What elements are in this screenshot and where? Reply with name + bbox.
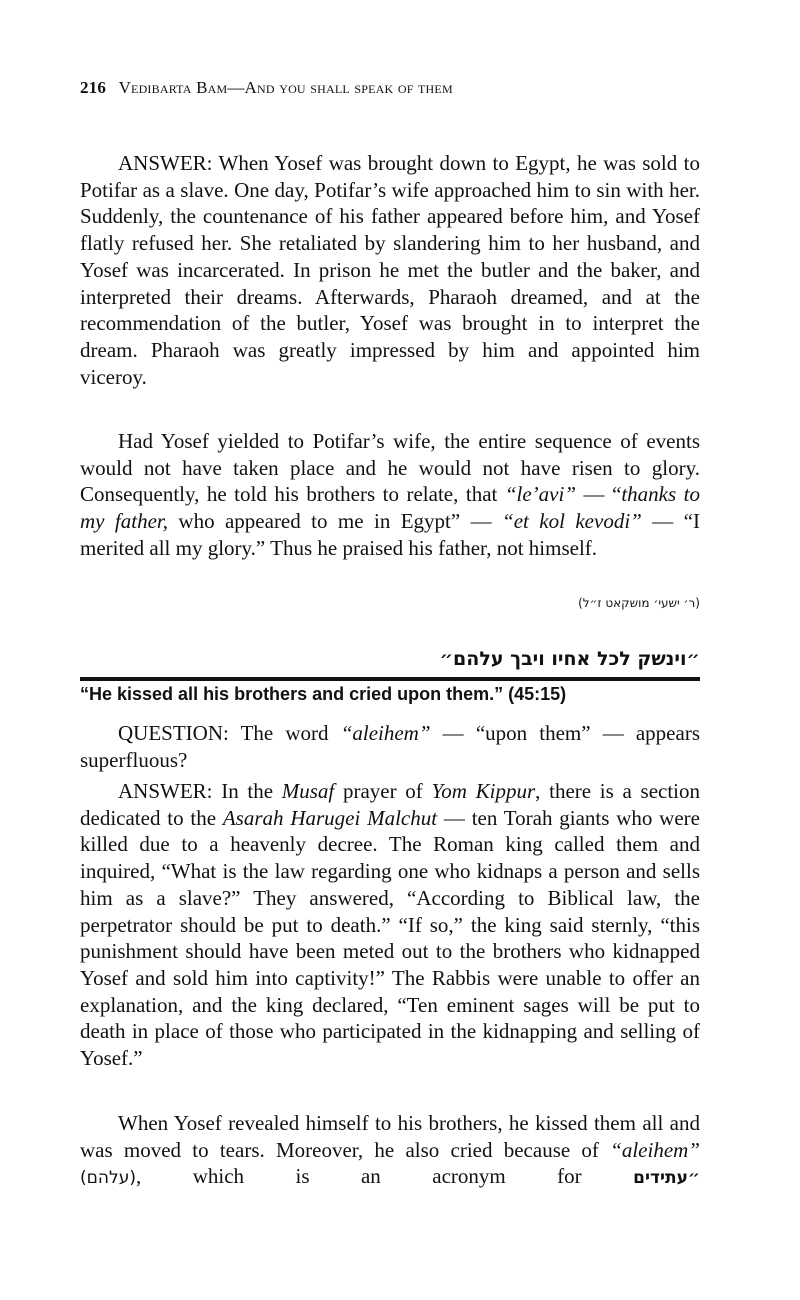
italic-run: Yom Kippur <box>431 779 536 803</box>
paragraph-2 <box>80 428 700 562</box>
hebrew-inline: (עלהם) <box>80 1168 136 1189</box>
text-run: who appeared to me in Egypt” — <box>167 509 503 534</box>
question-paragraph <box>80 720 700 773</box>
italic-run: Asarah Harugei Malchut <box>222 805 438 830</box>
english-verse-heading: “He kissed all his brothers and cried upon them.” (45:15) <box>80 684 567 704</box>
text-run: — “upon them” — appears superfluous? <box>80 721 700 772</box>
book-title: Vedibarta Bam—And you shall speak of them <box>118 78 453 97</box>
heading-rule <box>80 677 700 681</box>
italic-run: “le’avi” <box>504 482 577 507</box>
italic-run: Musaf <box>281 779 335 803</box>
paragraph-text: When Yosef was brought down to Egypt, he was sold to Potifar as a slave. One day, Potifar’s wife approached him to sin with her. Suddenly, the countenance of his father appeared before him, and Yosef flatly refused her. She retaliated by slandering him to her husband, and Yosef was incarcerated. In prison he met the butler and the baker, and interpreted their dreams. Afterwards, Pharaoh dreamed, and at the recommendation of the butler, Yosef was brought in to interpret the dream. Pharaoh was greatly impressed by him and appointed him viceroy. <box>80 151 700 389</box>
text-run: prayer of <box>334 779 432 803</box>
italic-run: “et kol kevodi” <box>502 509 642 534</box>
text-run: Had Yosef yielded to Potifar’s wife, the entire sequence of events would not have taken place and he would not have risen to glory. Consequently, he told his brothers to relate, that <box>80 429 700 507</box>
hebrew-inline: ״עתידים <box>633 1168 700 1189</box>
text-run: When Yosef revealed himself to his brothers, he kissed them all and was moved to tears. Moreover, he also cried because of <box>80 1111 700 1162</box>
text-run: — “ <box>576 482 622 507</box>
italic-run: thanks to my father, <box>80 482 700 534</box>
text-run: In the <box>212 779 282 803</box>
running-header <box>80 78 453 98</box>
paragraph-5 <box>80 1110 700 1192</box>
answer-paragraph-1 <box>80 150 700 390</box>
text-run: , there is a section dedicated to the <box>80 779 701 830</box>
italic-run: “aleihem” <box>340 721 431 745</box>
question-label: QUESTION: <box>118 721 229 745</box>
page-number: 216 <box>80 78 107 97</box>
source-citation: (ר׳ ישעי׳ מושקאט ז״ל) <box>578 596 700 610</box>
answer-label: ANSWER: <box>118 779 213 803</box>
text-run: — ten Torah giants who were killed due to a heavenly decree. The Roman king called them and inquired, “What is the law regarding one who kidnaps a person and sells him as a slave?” They answered, “According to Biblical law, the perpetrator should be put to death.” “If so,” the king said sternly, “this punishment should have been meted out to the brothers who kidnapped Yosef and sold him into captivity!” The Rabbis were unable to offer an explanation, and the king declared, “Ten eminent sages will be put to death in place of those who participated in the kidnapping and selling of Yosef.” <box>80 805 700 1071</box>
italic-run: “aleihem” <box>610 1137 700 1162</box>
hebrew-verse-heading: ״וינשק לכל אחיו ויבך עלהם״ <box>439 648 700 670</box>
text-run: The word <box>228 721 341 745</box>
answer-label: ANSWER: <box>118 151 213 175</box>
answer-paragraph-2 <box>80 778 700 1072</box>
text-run: — “I merited all my glory.” Thus he praised his father, not himself. <box>80 509 700 560</box>
text-run: , which is an acronym for <box>135 1164 634 1189</box>
